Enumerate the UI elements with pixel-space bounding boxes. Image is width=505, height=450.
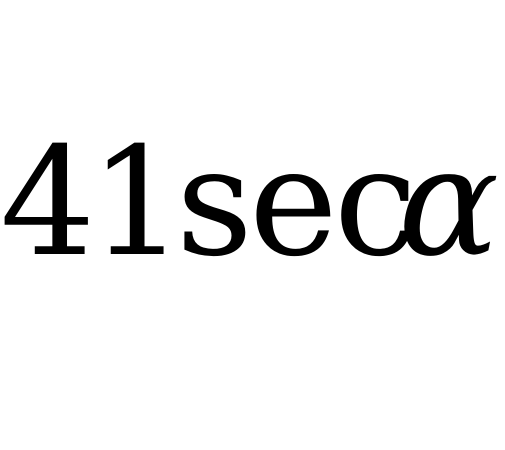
variable: α <box>398 116 500 290</box>
coefficient: 41 <box>0 116 179 290</box>
function-name: sec <box>176 116 414 290</box>
math-expression <box>0 116 505 290</box>
